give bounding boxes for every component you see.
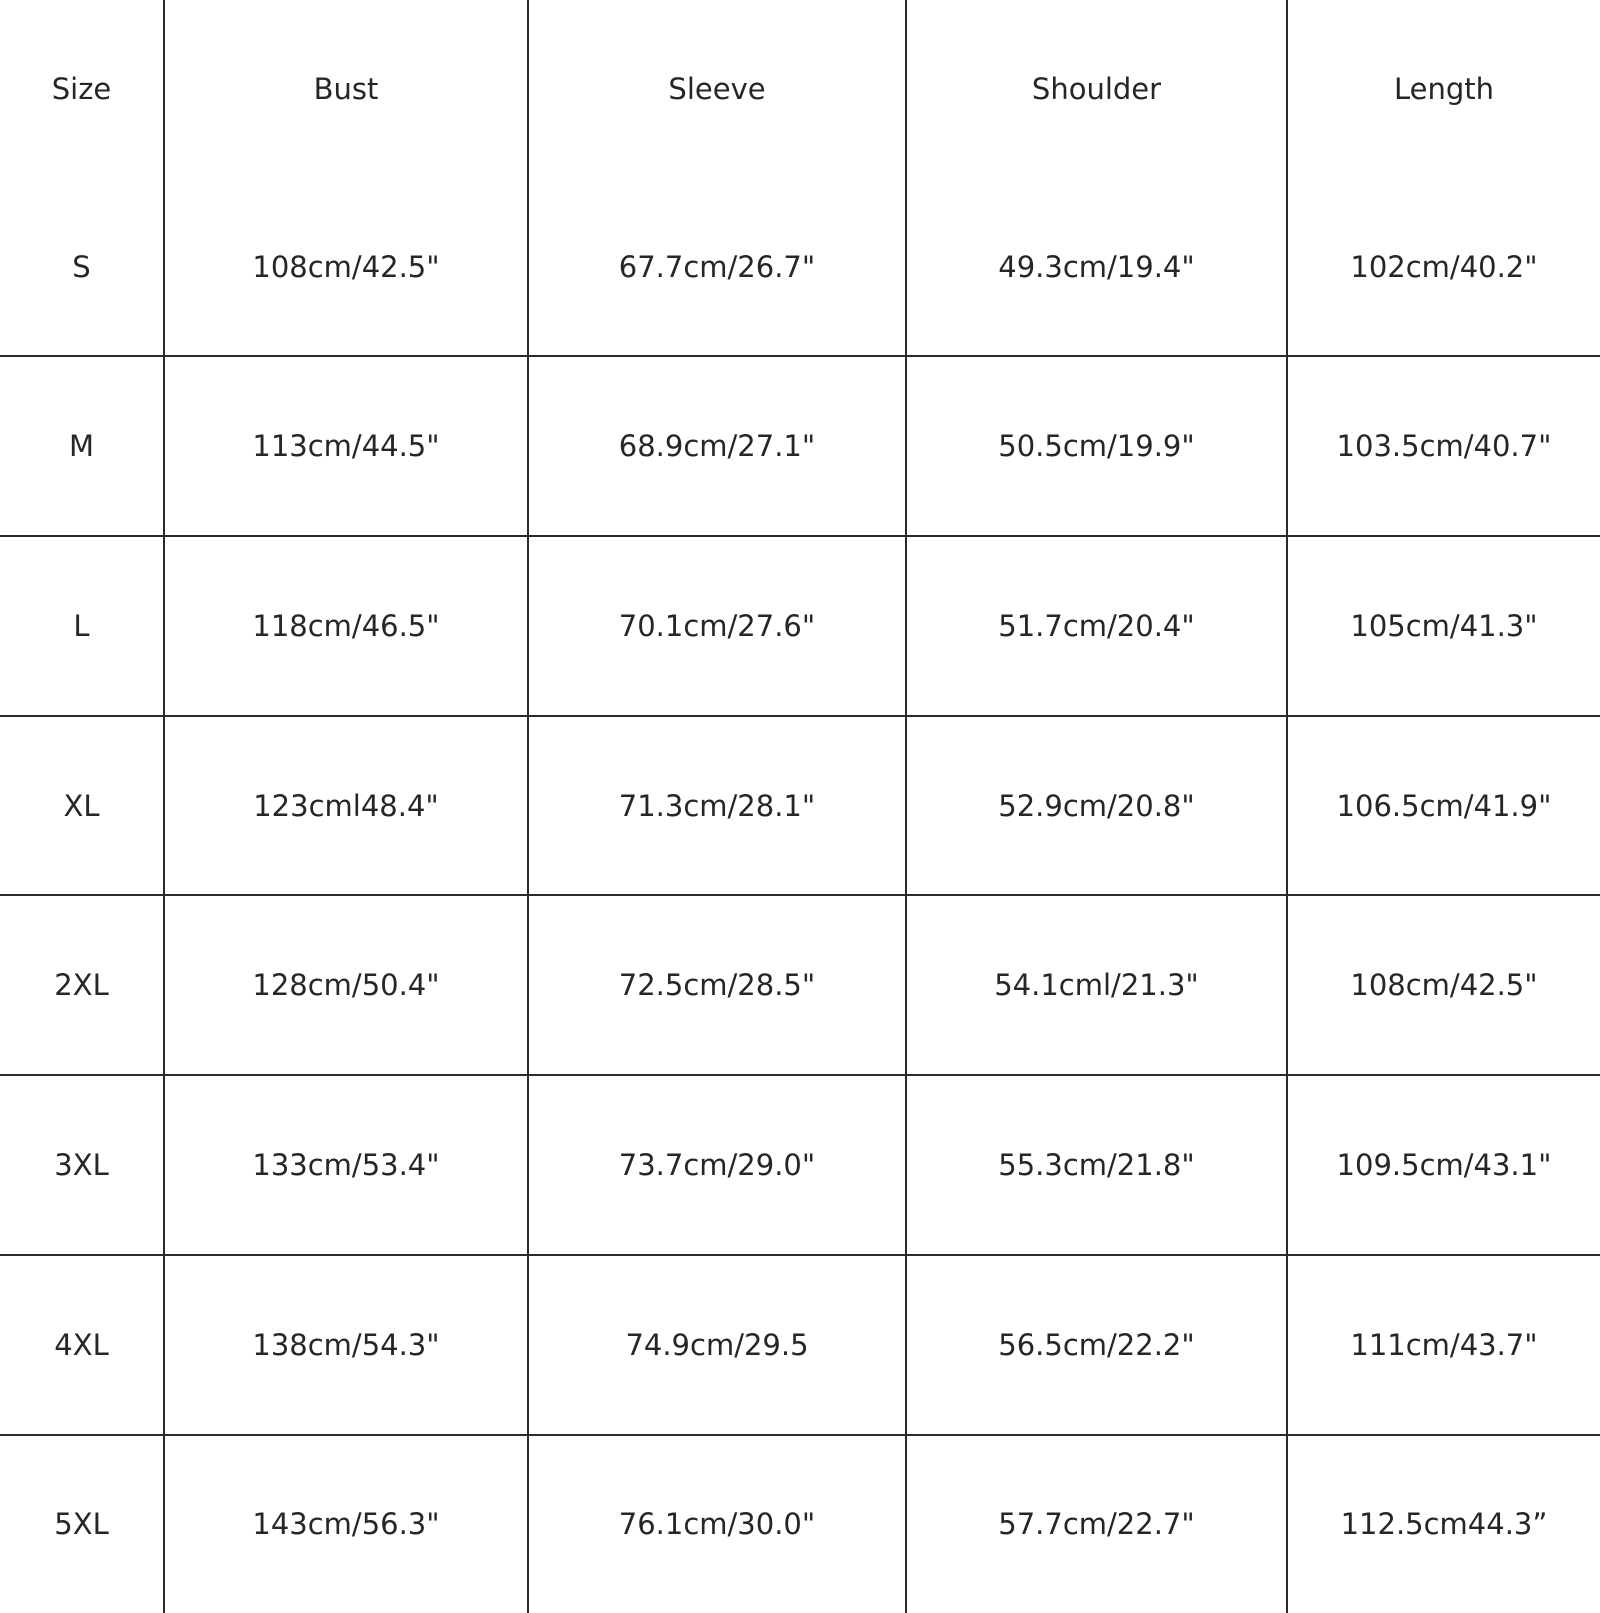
cell-length: 103.5cm/40.7" [1287,356,1600,536]
cell-sleeve: 74.9cm/29.5 [528,1255,906,1435]
cell-sleeve: 68.9cm/27.1" [528,356,906,536]
cell-sleeve: 70.1cm/27.6" [528,536,906,716]
cell-size: M [0,356,164,536]
cell-length: 111cm/43.7" [1287,1255,1600,1435]
cell-length: 102cm/40.2" [1287,178,1600,357]
header-shoulder: Shoulder [906,0,1287,178]
cell-sleeve: 71.3cm/28.1" [528,716,906,896]
table-row [0,178,1600,357]
cell-sleeve: 73.7cm/29.0" [528,1075,906,1255]
cell-length: 108cm/42.5" [1287,895,1600,1075]
header-length: Length [1287,0,1600,178]
header-size: Size [0,0,164,178]
cell-length: 106.5cm/41.9" [1287,716,1600,896]
cell-shoulder: 51.7cm/20.4" [906,536,1287,716]
cell-length: 109.5cm/43.1" [1287,1075,1600,1255]
table-row [0,1255,1600,1435]
cell-sleeve: 67.7cm/26.7" [528,178,906,357]
table-row [0,536,1600,716]
cell-shoulder: 52.9cm/20.8" [906,716,1287,896]
cell-shoulder: 50.5cm/19.9" [906,356,1287,536]
cell-size: 5XL [0,1435,164,1613]
cell-size: XL [0,716,164,896]
cell-bust: 123cml48.4" [164,716,528,896]
cell-size: S [0,178,164,357]
table-row [0,1075,1600,1255]
cell-shoulder: 56.5cm/22.2" [906,1255,1287,1435]
cell-size: L [0,536,164,716]
cell-bust: 113cm/44.5" [164,356,528,536]
cell-bust: 138cm/54.3" [164,1255,528,1435]
table-row [0,356,1600,536]
cell-shoulder: 54.1cml/21.3" [906,895,1287,1075]
cell-shoulder: 55.3cm/21.8" [906,1075,1287,1255]
cell-size: 4XL [0,1255,164,1435]
cell-sleeve: 76.1cm/30.0" [528,1435,906,1613]
cell-bust: 108cm/42.5" [164,178,528,357]
cell-size: 3XL [0,1075,164,1255]
cell-sleeve: 72.5cm/28.5" [528,895,906,1075]
cell-size: 2XL [0,895,164,1075]
header-bust: Bust [164,0,528,178]
header-row [0,0,1600,178]
header-sleeve: Sleeve [528,0,906,178]
cell-bust: 128cm/50.4" [164,895,528,1075]
cell-length: 105cm/41.3" [1287,536,1600,716]
table-row [0,716,1600,896]
table-row [0,1435,1600,1613]
cell-length: 112.5cm44.3” [1287,1435,1600,1613]
cell-shoulder: 49.3cm/19.4" [906,178,1287,357]
cell-shoulder: 57.7cm/22.7" [906,1435,1287,1613]
cell-bust: 133cm/53.4" [164,1075,528,1255]
cell-bust: 118cm/46.5" [164,536,528,716]
cell-bust: 143cm/56.3" [164,1435,528,1613]
table-row [0,895,1600,1075]
